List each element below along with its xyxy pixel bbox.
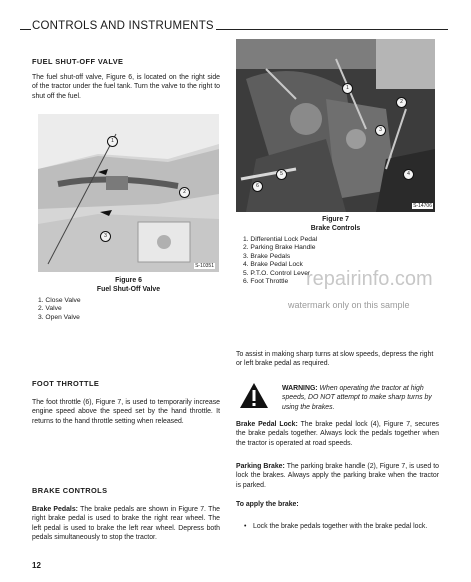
brake-pedal-lock-text: The brake pedal lock (4), Figure 7, secures the brake pedals together. Always lock the pedals together when the tractor is operated at road speeds. [236,421,439,447]
brake-controls-paragraph [32,505,220,543]
section-title-brake-controls: BRAKE CONTROLS [32,486,108,495]
apply-brake-bullet [244,522,434,531]
foot-throttle-body: The foot throttle (6), Figure 7, is used to temporarily increase engine speed above the speed set by the hand throttle. It returns to the hand throttle setting when released. [32,399,220,425]
figure6-callout-1: 1 [107,136,118,147]
warning-label: WARNING: [282,385,318,392]
parking-brake-label: Parking Brake: [236,463,285,470]
figure7-callout-2: 2 [396,97,407,108]
figure7-photo [236,39,435,212]
brake-pedals-text: The brake pedals are shown in Figure 7. The right brake pedal is used to brake the right rear wheel. The left pedal is used to brake the left rear wheel. Depress both pedals simultaneously to stop the tractor. [32,506,220,542]
brake-pedals-label: Brake Pedals: [32,506,78,513]
warning-text: When operating the tractor at high speeds, DO NOT attempt to make sharp turns by using the brakes. [282,385,432,411]
fuel-valve-photo-drawing [38,114,219,272]
figure7-callout-4: 4 [403,169,414,180]
watermark-note: watermark only on this sample [288,300,410,310]
figure6-callout-2: 2 [179,187,190,198]
figure7-legend-item: 3. Brake Pedals [243,252,291,260]
brake-pedal-lock-label: Brake Pedal Lock: [236,421,298,428]
figure7-legend-item: 5. P.T.O. Control Lever [243,269,311,277]
warning-message [282,384,439,412]
figure7-legend-item: 1. Differential Lock Pedal [243,236,318,243]
figure6-callout-3: 3 [100,231,111,242]
section-title-fuel: FUEL SHUT-OFF VALVE [32,57,124,66]
watermark-site: repairinfo.com [306,268,433,290]
parking-brake-text: The parking brake handle (2), Figure 7, is used to lock the brakes. Always apply the parking brake when the tractor is parked. [236,463,440,489]
header-rule-left [20,29,31,30]
header-rule-right [216,29,448,30]
section-title-foot-throttle: FOOT THROTTLE [32,379,100,388]
apply-brake-heading: To apply the brake: [236,501,299,508]
page-number: 12 [32,561,41,570]
turning-intro: To assist in making sharp turns at slow speeds, depress the right or left brake pedal as required. [236,351,434,368]
figure6-photo [38,114,219,272]
figure7-callout-1: 1 [342,83,353,94]
figure7-callout-3: 3 [375,125,386,136]
page-title: CONTROLS AND INSTRUMENTS [32,20,214,32]
figure7-caption-subtitle: Brake Controls [310,225,361,232]
figure7-legend-item: 2. Parking Brake Handle [243,244,316,252]
figure6-legend-item: 3. Open Valve [38,313,80,321]
figure6-legend-item: 1. Close Valve [38,297,81,304]
figure7-legend-item: 4. Brake Pedal Lock [243,261,303,269]
apply-brake-bullet-text: Lock the brake pedals together with the brake pedal lock. [253,523,428,530]
figure7-callout-6: 6 [252,181,263,192]
figure6-code: S-10351 [195,263,214,269]
brake-controls-photo-drawing [236,39,435,212]
parking-brake-paragraph [236,462,439,490]
warning-icon [239,382,269,414]
brake-pedal-lock-paragraph [236,420,439,448]
figure6-legend [38,297,81,322]
figure7-caption-title: Figure 7 [322,216,349,223]
figure7-callout-5: 5 [276,169,287,180]
figure6-legend-item: 2. Valve [38,305,62,313]
figure7-code: S-14706 [413,203,432,209]
figure6-caption-subtitle: Fuel Shut-Off Valve [96,286,161,293]
figure6-caption-title: Figure 6 [115,277,142,284]
bullet-icon: • [244,523,247,530]
fuel-body: The fuel shut-off valve, Figure 6, is located on the right side of the tractor under the fuel tank. Turn the valve to the right to shut off the fuel. [32,74,220,100]
figure7-legend-item: 6. Foot Throttle [243,278,289,286]
